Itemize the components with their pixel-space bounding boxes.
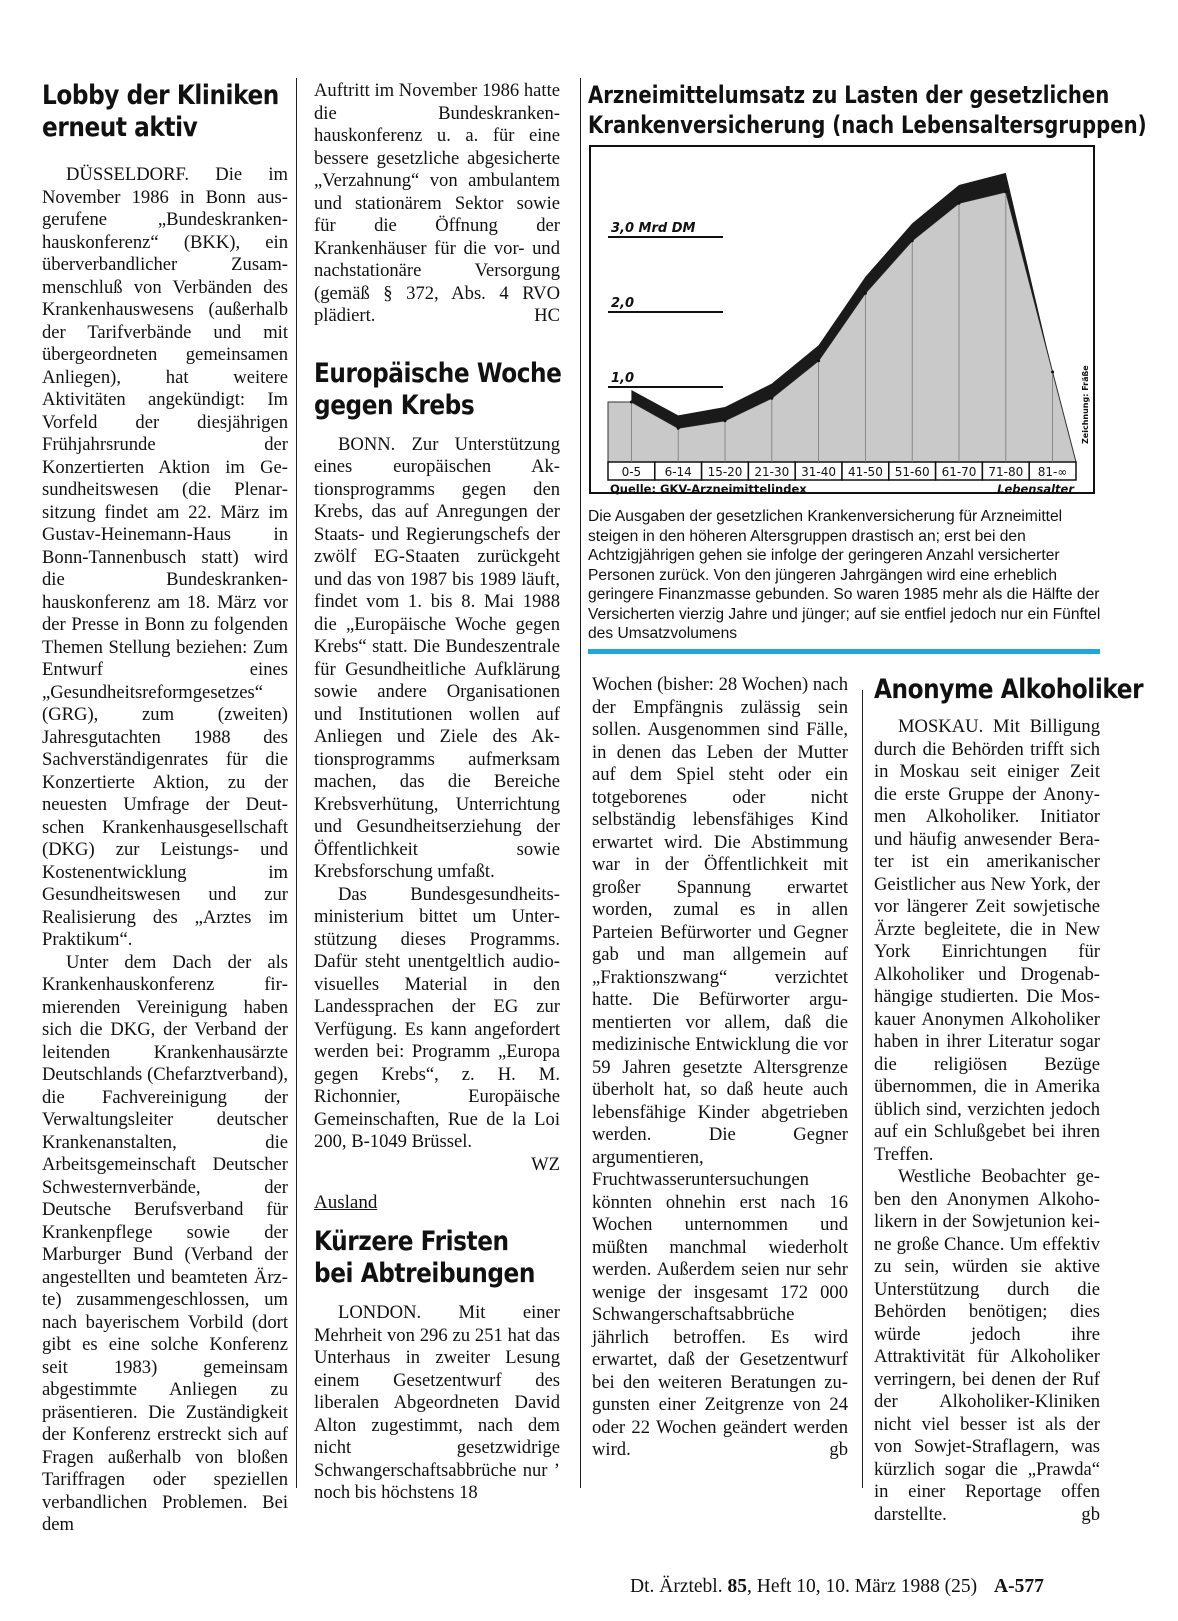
y-tick-label: 1,0 xyxy=(611,371,635,386)
x-tick-label: 21-30 xyxy=(754,465,790,479)
column-rule-2 xyxy=(580,78,581,1488)
x-axis-label: Lebensalter xyxy=(997,482,1074,496)
chart-source: Quelle: GKV-Arzneimittelindex xyxy=(610,482,807,496)
area-chart xyxy=(588,144,1098,499)
headline-line: bei Abtreibungen xyxy=(314,1258,535,1289)
x-tick-label: 6-14 xyxy=(664,465,692,479)
x-tick-label: 31-40 xyxy=(801,465,837,479)
page-footer xyxy=(630,1576,1044,1598)
column-rule-1 xyxy=(296,78,297,1488)
headline-line: Europäische Woche xyxy=(314,357,562,389)
y-tick-label: 2,0 xyxy=(611,296,635,311)
article-body xyxy=(314,1302,560,1505)
paragraph: MOSKAU. Mit Billigung durch die Behörden trifft sich in Moskau seit einiger Zeit die erste Gruppe der Anonymen Alkoholiker. Initiator und häufig anwesender Berater ist ein amerikanischer Geistlicher aus New York, der vor längerer Zeit sowjetische Ärzte begleitete, die in New York Einrichtungen für Alkoholiker und Drogenabhängige studierten. Die Moskauer Anonymen Alkoholiker haben in ihrer Literatur sogar die religiösen Bezüge übernommen, die in Amerika üblich sind, verzichten jedoch auf ein Schlußgebet bei ihren Treffen. xyxy=(874,716,1100,1165)
x-tick-label: 81-∞ xyxy=(1037,465,1068,479)
article-anonyme-alkoholiker xyxy=(874,674,1144,1526)
data-point xyxy=(1051,371,1054,374)
headline-line: Lobby der Kliniken xyxy=(42,80,279,111)
x-tick-label: 51-60 xyxy=(894,465,930,479)
data-point xyxy=(630,401,633,404)
paragraph: BONN. Zur Unterstützung eines europäischen Aktionsprogramms gegen den Krebs, das auf Anregungen der Staats- und Regierungschefs der zwölf EG-Staaten zurückgeht und das von 1987 bis 1989 läuft, findet vom 1. bis 8. Mai 1988 die „Europäische Woche gegen Krebs“ statt. Die Bundeszentrale für Gesundheitliche Aufklärung sowie andere Organisationen und Institutionen wollen auf Anliegen und Ziele des Aktionsprogramms aufmerksam machen, das die Bereiche Krebsverhütung, Unterrichtung und Gesundheitserziehung der Öffentlichkeit sowie Krebsforschung umfaßt. xyxy=(314,433,560,882)
headline-europaeische-woche xyxy=(314,357,562,422)
article-lobby-kliniken xyxy=(42,80,288,1537)
article-body xyxy=(314,434,560,1177)
author-initials: WZ xyxy=(531,1153,560,1175)
article-abtreibungen-continuation xyxy=(592,674,848,1462)
article-lobby-continuation xyxy=(314,80,560,328)
chart-block xyxy=(588,80,1147,644)
chart-caption: Die Ausgaben der gesetzlichen Krankenversicherung für Arzneimittel steigen in den höheren Altersgruppen drastisch an; erst bei den Achtzigjährigen gehen sie infolge der geringeren Anzahl versicherter Personen zurück. Von den jüngeren Jahrgängen wird eine erheblich geringere Finanzmasse gebunden. So waren 1985 mehr als die Hälfte der Versicherten vierzig Jahre und jünger; auf sie entfiel jedoch nur ein Fünftel des Umsatzvolumens xyxy=(588,508,1101,642)
article-body xyxy=(592,674,848,1462)
paragraph: Wochen (bisher: 28 Wochen) nach der Empfängnis zulässig sein sollen. Ausgenommen sind Fälle, in denen das Leben der Mutter auf dem Spiel steht oder ein totgeborenes oder nicht selbständig lebensfähiges Kind erwartet wird. Die Abstimmung war in der Öffentlichkeit mit großer Spannung erwartet worden, zumal es in allen Parteien Befürworter und Gegner gab und man allgemein auf „Fraktionszwang“ verzichtet hatte. Die Befürworter argumentierten vor allem, daß die medizinische Entwicklung die vor 59 Jahren gesetzte Altersgrenze überholt hat, so daß heute auch lebensfähige Kinder abgetrieben werden. Die Gegner argumentieren, Fruchtwasseruntersuchungen könnten ohnehin erst nach 16 Wochen unternommen und müßten manchmal wiederholt werden. Außerdem seien nur sehr wenige der insgesamt 172 000 Schwangerschaftsabbrüche jährlich betroffen. Es wird erwartet, daß der Gesetzentwurf bei den weiteren Beratungen zugunsten einer Zeitgrenze von 24 oder 22 Wochen geändert werden wird. xyxy=(592,674,848,1460)
headline-kuerzere-fristen xyxy=(314,1226,535,1290)
data-point xyxy=(864,292,867,295)
author-initials: gb xyxy=(1081,1503,1100,1525)
issue-info: , Heft 10, 10. März 1988 (25) xyxy=(746,1576,978,1597)
article-body xyxy=(42,164,288,1537)
headline-anonyme-alkoholiker: Anonyme Alkoholiker xyxy=(874,674,1144,705)
paragraph: Westliche Beobachter geben den Anonymen Alkoholikern in der Sowjetunion keine große Chance. Um effektiv zu sein, würden sie aktive Unterstützung durch die Behörden benötigen; dies würde jedoch ihre Attraktivität für Alkoholiker verringern, bei denen der Ruf der Alkoholiker-Kliniken nicht viel besser ist als der von Sowjet-Straflagern, was kürzlich sogar die „Prawda“ in einer Reportage offen darstellte. xyxy=(874,1166,1100,1525)
headline-line: gegen Krebs xyxy=(314,389,475,421)
headline-lobby xyxy=(42,80,279,144)
data-point xyxy=(817,359,820,362)
data-point xyxy=(1004,191,1007,194)
data-point xyxy=(724,419,727,422)
x-tick-label: 15-20 xyxy=(707,465,743,479)
author-initials: HC xyxy=(534,305,560,326)
paragraph: DÜSSELDORF. Die im November 1986 in Bonn ausgerufene „Bundeskrankenhauskonferenz“ (BKK), ein überverbandlicher Zusammenschluß von Verbänden des Krankenhauswesens (außerhalb der Tarifverbände und mit übergeordneten gemeinsamen Anliegen), hat weitere Aktivitäten angekündigt: Im Vorfeld der diesjährigen Frühjahrsrunde der Konzertierten Aktion im Gesundheitswesen (die Plenarsitzung findet am 22. März im Gustav-Heinemann-Haus in Bonn-Tannenbusch statt) wird die Bundeskrankenhauskonferenz am 18. März vor der Presse in Bonn zu folgenden Themen Stellung beziehen: Zum Entwurf eines „Gesundheitsreformgesetzes“ (GRG), zum (zweiten) Jahresgutachten 1988 des Sachverständigenrates für die Konzertierte Aktion, zu der neuesten Umfrage der Deutschen Krankenhausgesellschaft (DKG) zur Leistungs- und Kostenentwicklung im Gesundheitswesen und zur Realisierung des „Arztes im Praktikum“. xyxy=(42,164,288,950)
chart-title xyxy=(588,80,1147,140)
section-label-ausland: Ausland xyxy=(314,1192,378,1213)
chart-credit: Zeichnung: Fräße xyxy=(1081,365,1090,444)
paragraph: Das Bundesgesundheitsministerium bittet um Unterstützung dieses Programms. Dafür steht unentgeltlich audio-visuelles Material in den Landessprachen der EG zur Verfügung. Es kann angefordert werden bei: Programm „Europa gegen Krebs“, z. H. M. Richonnier, Europäische Gemeinschaften, Rue de la Loi 200, B-1049 Brüssel. xyxy=(314,883,560,1152)
data-point xyxy=(911,239,914,242)
journal-name: Dt. Ärztebl. xyxy=(630,1576,723,1597)
y-tick-label: 3,0 Mrd DM xyxy=(611,221,696,236)
column-2 xyxy=(314,80,560,1505)
journal-volume: 85 xyxy=(727,1576,747,1597)
chart-title-line: Arzneimittelumsatz zu Lasten der gesetzlichen xyxy=(588,81,1110,109)
column-rule-3 xyxy=(862,690,863,1488)
paragraph: LONDON. Mit einer Mehrheit von 296 zu 251 hat das Unterhaus in zweiter Lesung einem Gesetzentwurf des liberalen Abgeordneten David Alton zugestimmt, nach dem nicht gesetzwidrige Schwangerschaftsabbrüche nur ’ noch bis höchstens 18 xyxy=(314,1302,560,1503)
data-point xyxy=(770,397,773,400)
data-point xyxy=(958,202,961,205)
data-point xyxy=(677,427,680,430)
headline-line: Kürzere Fristen xyxy=(314,1226,509,1257)
author-initials: gb xyxy=(829,1439,848,1460)
x-tick-label: 41-50 xyxy=(847,465,883,479)
headline-line: erneut aktiv xyxy=(42,112,198,143)
article-body xyxy=(874,716,1100,1526)
paragraph: Unter dem Dach der als Krankenhauskonferenz firmierenden Vereinigung haben sich die DKG, der Verband der leitenden Krankenhausärzte Deutschlands (Chefarztverband), die Fachvereinigung der Verwaltungsleiter deutscher Krankenanstalten, die Arbeitsgemeinschaft Deutscher Schwesternverbände, der Deutsche Berufsverband für Krankenpflege sowie der Marburger Bund (Verband der angestellten und beamteten Ärzte) zusammengeschlossen, um nach bayerischem Vorbild (dort gibt es eine solche Konferenz seit 1983) gemeinsam abgestimmte Anliegen zu präsentieren. Die Zuständigkeit der Konferenz erstreckt sich auf Fragen außerhalb von bloßen Tariffragen oder speziellen verbandlichen Problemen. Bei dem xyxy=(42,951,288,1535)
paragraph: Auftritt im November 1986 hatte die Bundeskrankenhauskonferenz u. a. für eine bessere gesetzliche abgesicherte „Verzahnung“ von ambulantem und stationärem Sektor sowie für die Öffnung der Krankenhäuser für die vor- und nachstationäre Versorgung (gemäß § 372, Abs. 4 RVO plädiert. xyxy=(314,80,560,326)
chart-title-line: Krankenversicherung (nach Lebensaltersgruppen) xyxy=(588,111,1147,139)
x-tick-label: 0-5 xyxy=(621,465,642,479)
page-number: A-577 xyxy=(994,1576,1044,1597)
chart-separator-rule xyxy=(588,649,1100,654)
x-tick-label: 71-80 xyxy=(988,465,1024,479)
x-tick-label: 61-70 xyxy=(941,465,977,479)
